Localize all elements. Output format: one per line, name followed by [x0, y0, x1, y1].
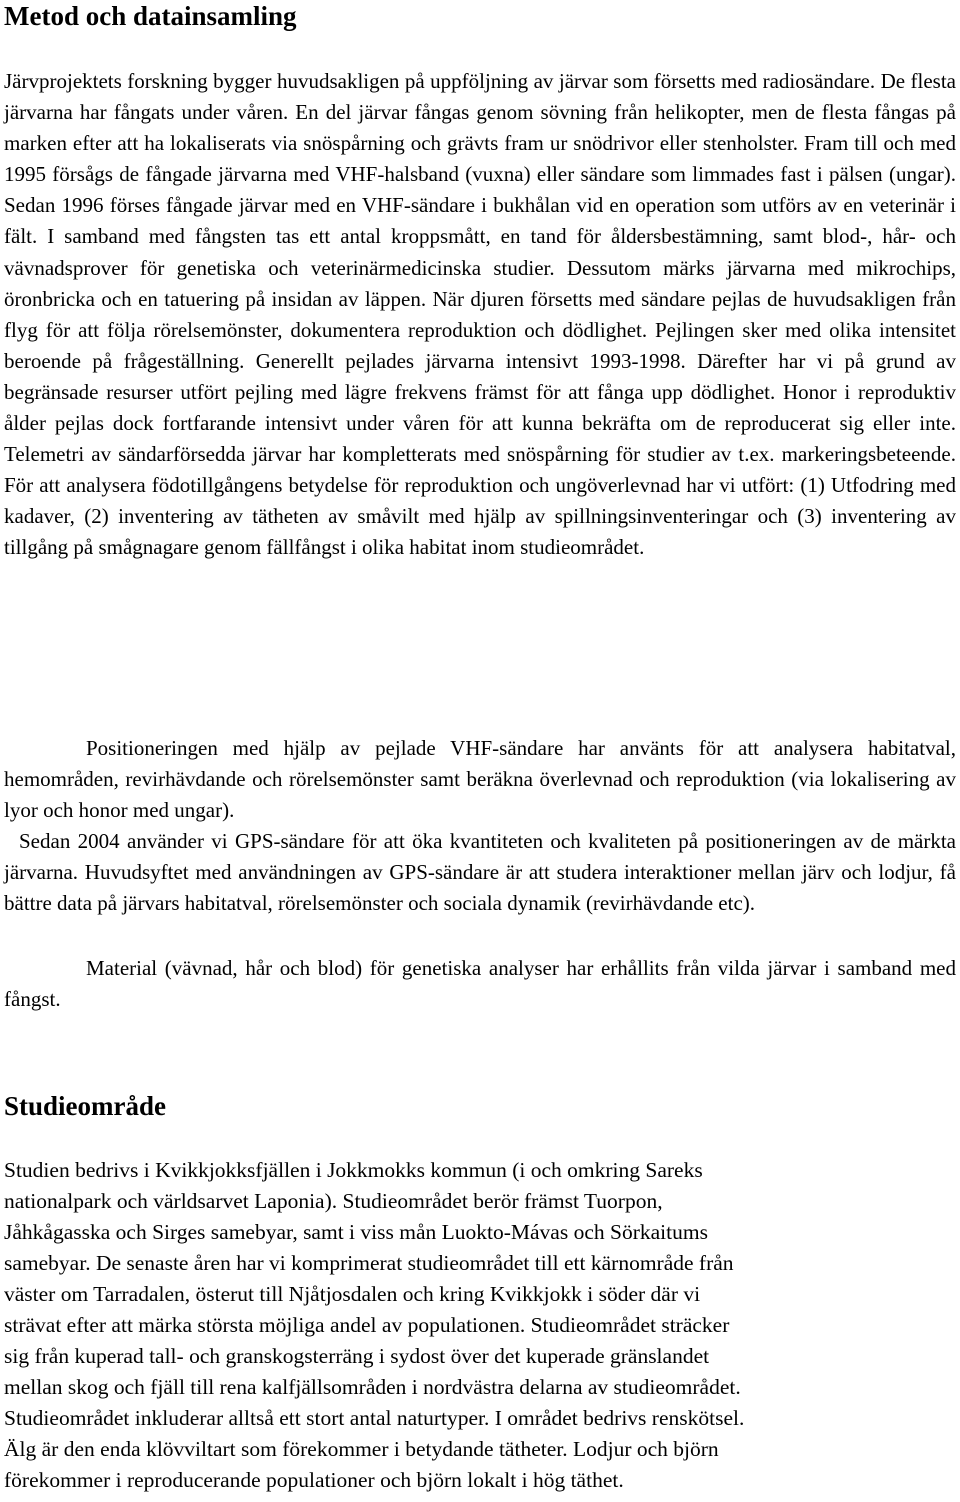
text-line: strävat efter att märka största möjliga andel av populationen. Studieområdet sträcker	[4, 1313, 730, 1337]
paragraph-studieomrade	[4, 1155, 956, 1496]
text-line: Studien bedrivs i Kvikkjokksfjällen i Jokkmokks kommun (i och omkring Sareks	[4, 1158, 703, 1182]
text-line: förekommer i reproducerande populationer och björn lokalt i hög täthet.	[4, 1468, 624, 1492]
text-line: samebyar. De senaste åren har vi komprimerat studieområdet till ett kärnområde från	[4, 1251, 734, 1275]
text-line: mellan skog och fjäll till rena kalfjällsområden i nordvästra delarna av studieområdet.	[4, 1375, 741, 1399]
paragraph-metod-4: Material (vävnad, hår och blod) för genetiska analyser har erhållits från vilda järvar i samband med fångst.	[4, 956, 956, 1012]
text-line: nationalpark och världsarvet Laponia). Studieområdet berör främst Tuorpon,	[4, 1189, 663, 1213]
text-line: väster om Tarradalen, österut till Njåtjosdalen och kring Kvikkjokk i söder där vi	[4, 1282, 701, 1306]
paragraph-metod-3: Sedan 2004 använder vi GPS-sändare för att öka kvantiteten och kvaliteten på positioneringen av de märkta järvarna. Huvudsyftet med användningen av GPS-sändare är att studera interaktioner mellan järv och lodjur, få bättre data på järvars habitatval, rörelsemönster och sociala dynamik (revirhävdande etc).	[4, 829, 956, 916]
text-line: sig från kuperad tall- och granskogsterräng i sydost över det kuperade gränslandet	[4, 1344, 710, 1368]
paragraph-metod-2: Positioneringen med hjälp av pejlade VHF-sändare har använts för att analysera habitatval, hemområden, revirhävdande och rörelsemönster samt beräkna överlevnad och reproduktion (via lokalisering av lyor och honor med ungar).	[4, 736, 956, 823]
text-line: Studieområdet inkluderar alltså ett stort antal naturtyper. I området bedrivs renskötsel.	[4, 1406, 745, 1430]
text-line: Jåhkågasska och Sirges samebyar, samt i viss mån Luokto-Mávas och Sörkaitums	[4, 1220, 708, 1244]
section-heading-studieomrade: Studieområde	[4, 1091, 166, 1121]
text-line: Älg är den enda klövviltart som förekommer i betydande tätheter. Lodjur och björn	[4, 1437, 719, 1461]
paragraph-metod-1: Järvprojektets forskning bygger huvudsakligen på uppföljning av järvar som försetts med radiosändare. De flesta järvarna har fångats under våren. En del järvar fångas genom sövning från helikopter, men de flesta fångas på marken efter att ha lokaliserats via snöspårning och grävts fram ur snödrivor eller stenholster. Fram till och med 1995 försågs de fångade järvarna med VHF-halsband (vuxna) eller sändare som limmades fast i pälsen (ungar). Sedan 1996 förses fångade järvar med en VHF-sändare i bukhålan vid en operation som utförs av en veterinär i fält. I samband med fångsten tas ett antal kroppsmått, en tand för åldersbestämning, samt blod-, hår- och vävnadsprover för genetiska och veterinärmedicinska studier. Dessutom märks järvarna med mikrochips, öronbricka och en tatuering på insidan av läppen. När djuren försetts med sändare pejlas de huvudsakligen från flyg för att följa rörelsemönster, dokumentera reproduktion och dödlighet. Pejlingen sker med olika intensitet beroende på frågeställning. Generellt pejlades järvarna intensivt 1993-1998. Därefter har vi på grund av begränsade resurser utfört pejling med lägre frekvens främst för att fånga upp dödlighet. Honor i reproduktiv ålder pejlas dock fortfarande intensivt under våren för att kunna bekräfta om de reproducerat sig eller inte. Telemetri av sändarförsedda järvar har kompletterats med snöspårning för studier av t.ex. markeringsbeteende. För att analysera födotillgångens betydelse för reproduktion och ungöverlevnad har vi utfört: (1) Utfodring med kadaver, (2) inventering av tätheten av småvilt med hjälp av spillningsinventeringar och (3) inventering av tillgång på smågnagare genom fällfångst i olika habitat inom studieområdet.	[4, 69, 956, 560]
section-heading-metod: Metod och datainsamling	[4, 1, 297, 31]
